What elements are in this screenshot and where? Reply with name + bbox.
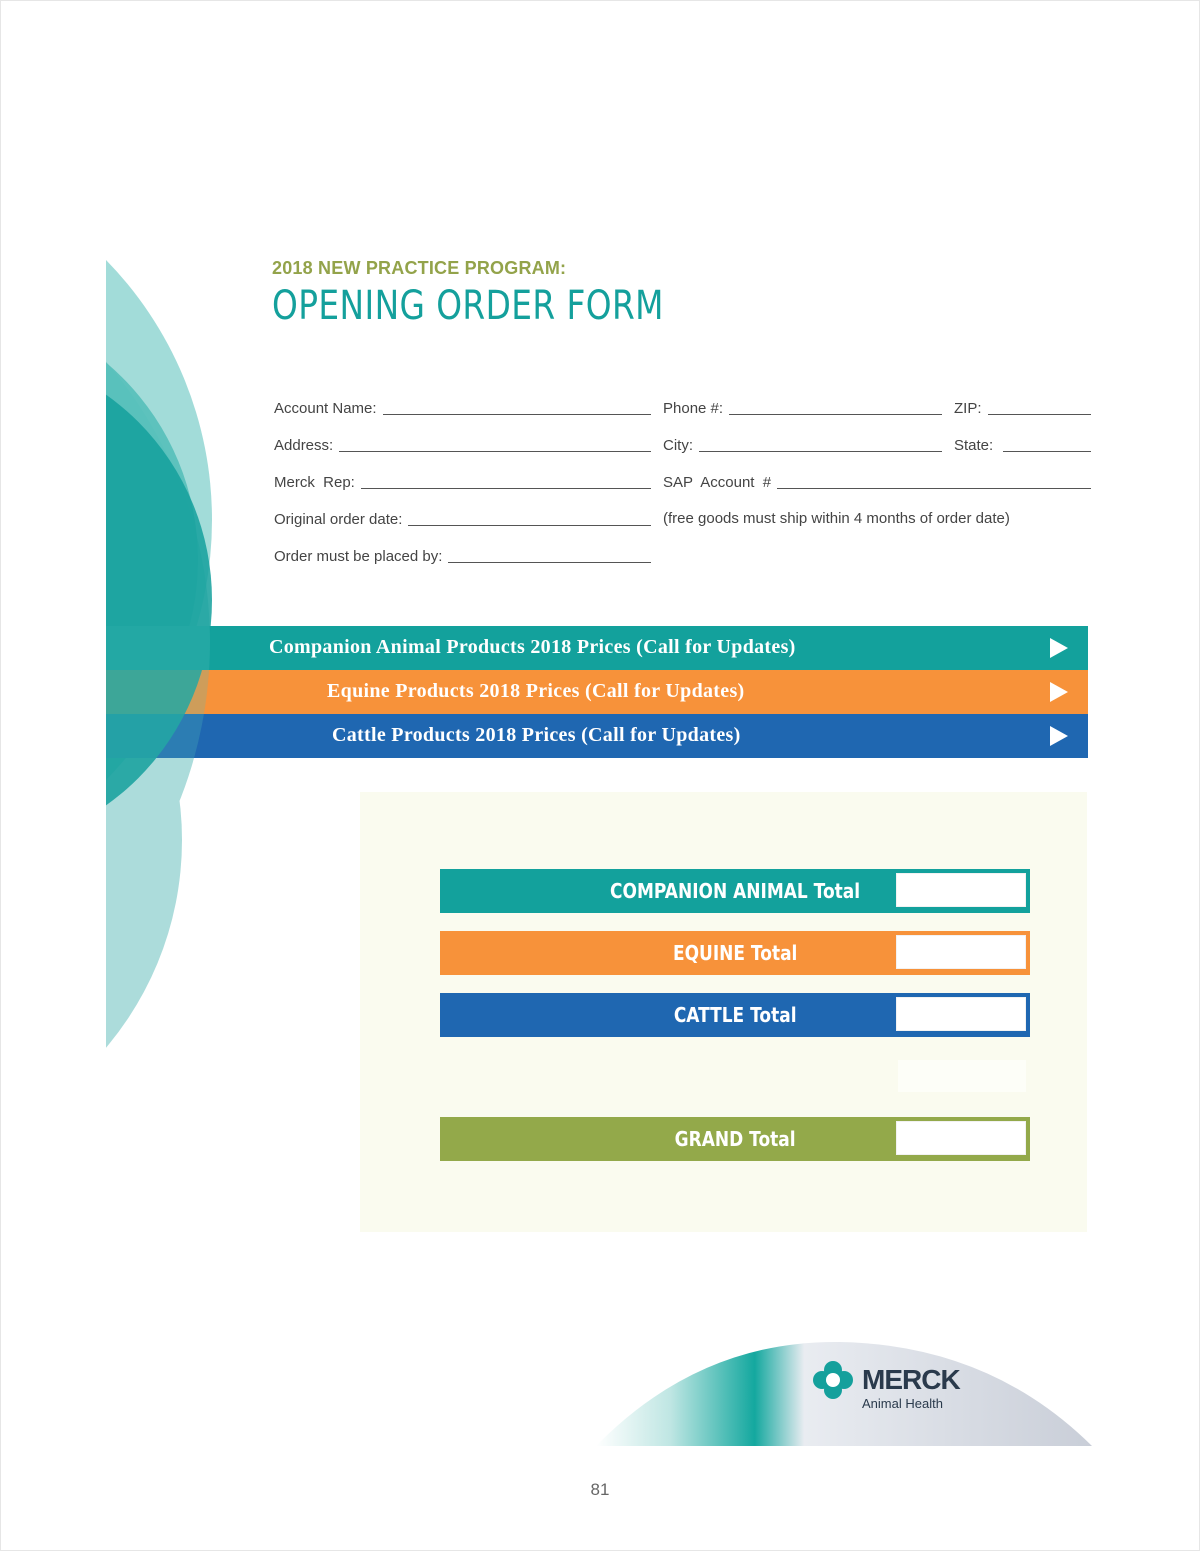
companion-animal-total-label: COMPANION ANIMAL Total (609, 879, 861, 903)
original-order-date-label: Original order date: (274, 511, 403, 528)
program-kicker: 2018 NEW PRACTICE PROGRAM: (272, 258, 567, 278)
page-title: OPENING ORDER FORM (272, 283, 664, 329)
order-placed-by-label: Order must be placed by: (274, 548, 443, 565)
city-label: City: (663, 437, 693, 454)
state-label: State: (954, 437, 994, 454)
grand-total-label: GRAND Total (674, 1127, 796, 1151)
address-label: Address: (274, 437, 334, 454)
companion-animal-prices-label: Companion Animal Products 2018 Prices (Call for Updates) (269, 636, 796, 658)
merck-logo-subtitle: Animal Health (862, 1396, 943, 1411)
phone-label: Phone #: (663, 400, 724, 417)
cattle-prices-label: Cattle Products 2018 Prices (Call for Updates) (332, 724, 741, 746)
equine-prices-label: Equine Products 2018 Prices (Call for Updates) (327, 680, 745, 702)
merck-rep-label: Merck Rep: (274, 474, 355, 491)
page-number: 81 (590, 1480, 610, 1499)
zip-label: ZIP: (954, 400, 982, 417)
free-goods-note: (free goods must ship within 4 months of order date) (663, 510, 1010, 527)
merck-logo-text: MERCK (862, 1364, 960, 1395)
equine-total-label: EQUINE Total (672, 941, 798, 965)
account-name-label: Account Name: (274, 400, 377, 417)
sap-account-label: SAP Account # (663, 474, 772, 491)
cattle-total-label: CATTLE Total (673, 1003, 797, 1027)
